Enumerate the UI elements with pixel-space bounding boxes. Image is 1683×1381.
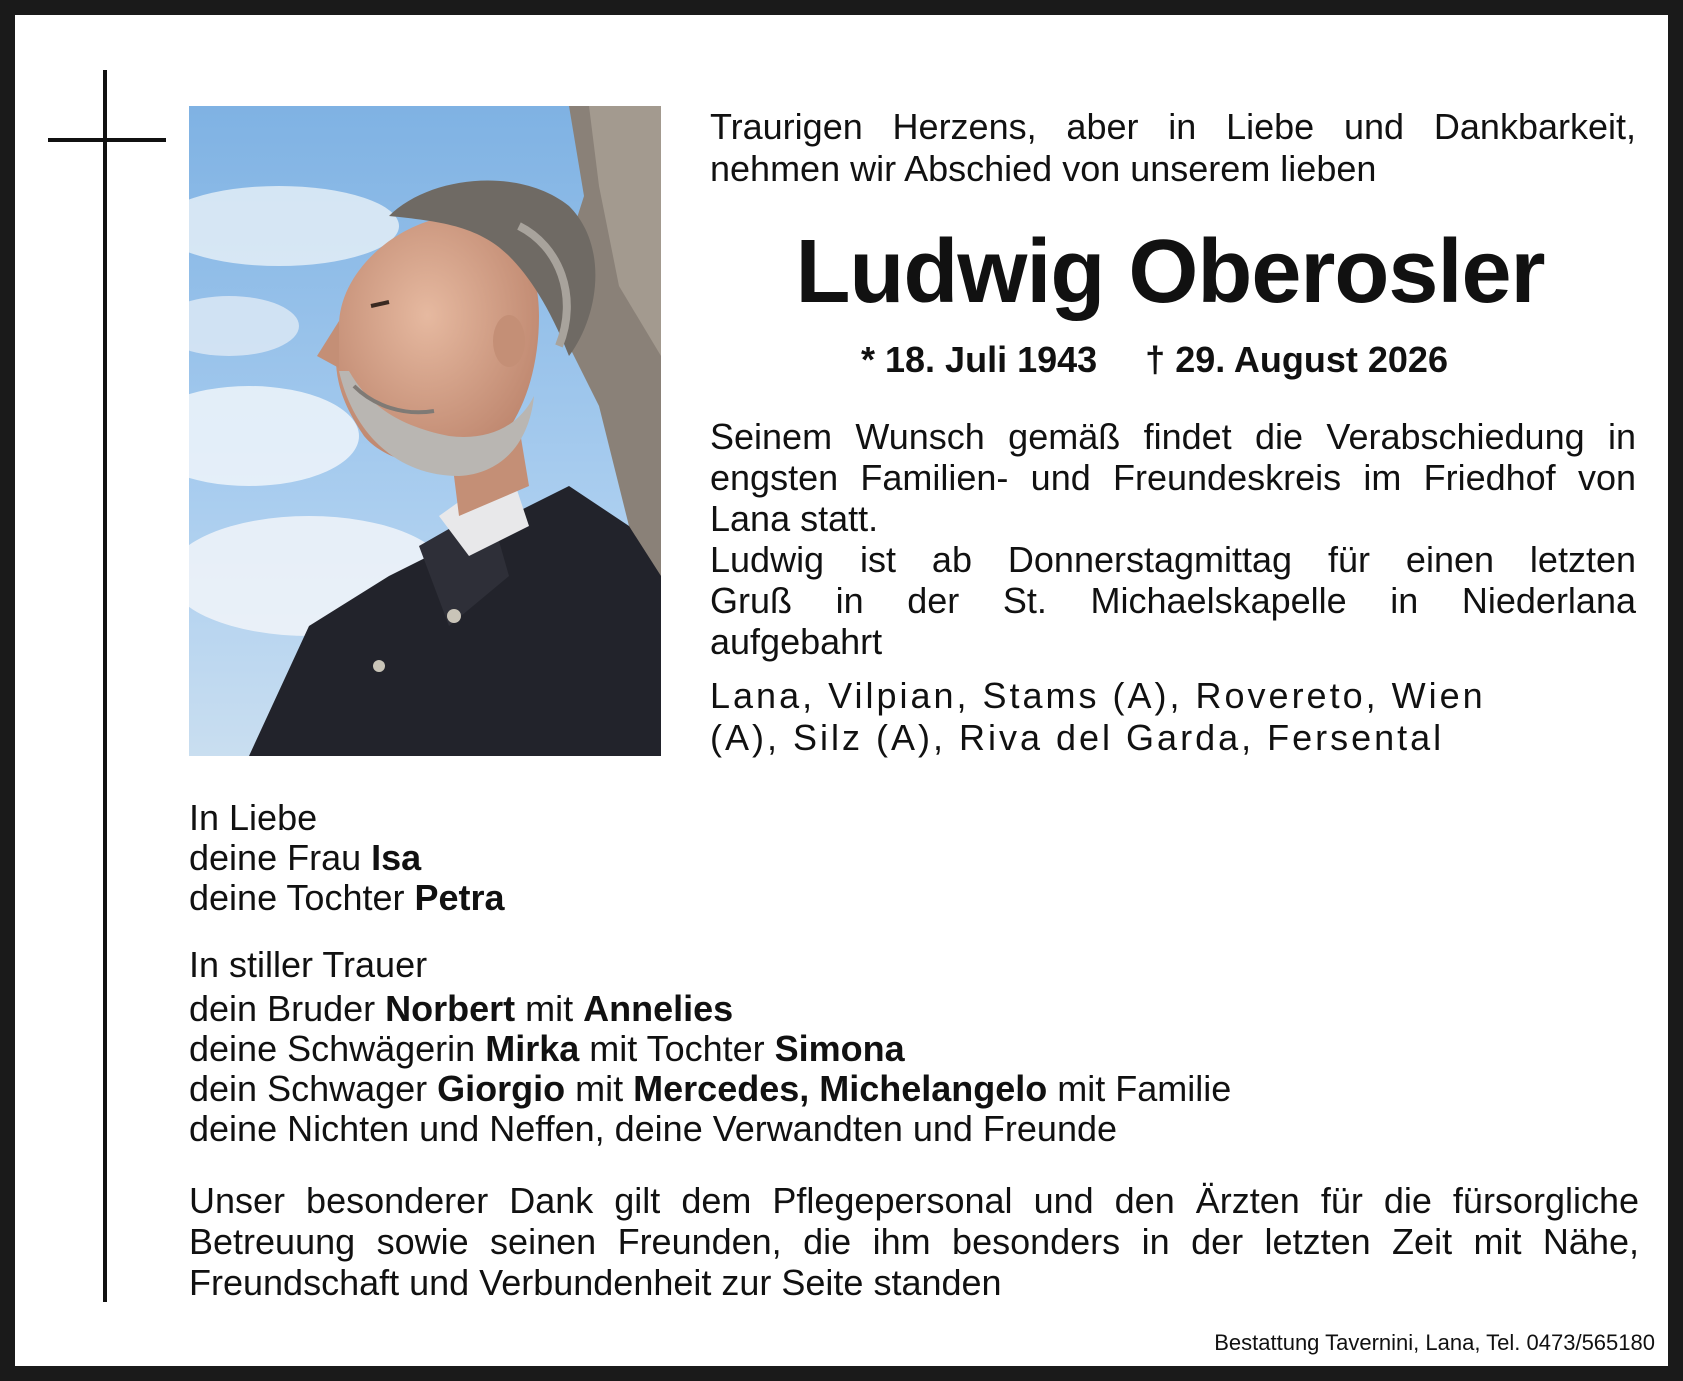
cross-icon-horizontal [48, 138, 166, 142]
mourner-name: Isa [371, 837, 422, 878]
places-line: Lana, Vilpian, Stams (A), Rovereto, Wien [710, 675, 1486, 716]
relation-text: mit Tochter [579, 1028, 775, 1069]
relation-text: dein Schwager [189, 1068, 438, 1109]
mourner-line [189, 1069, 1649, 1109]
relation-text: deine Schwägerin [189, 1028, 486, 1069]
wish-line: Ludwig ist ab Donnerstagmittag für einen letzten [710, 539, 1636, 580]
thanks-text [189, 1180, 1639, 1303]
life-dates [861, 338, 1448, 382]
mourner-name: Norbert [385, 988, 516, 1029]
wish-line: engsten Familien- und Freundeskreis im Friedhof von [710, 457, 1636, 498]
mourners-grief [189, 945, 1649, 1149]
mourners-heading: In Liebe [189, 797, 318, 838]
mourner-name: Petra [414, 877, 505, 918]
places-line: (A), Silz (A), Riva del Garda, Fersental [710, 717, 1445, 758]
relation-text: mit [515, 988, 584, 1029]
wish-line: aufgebahrt [710, 621, 883, 662]
cross-icon-vertical [103, 70, 107, 1302]
relation-text: mit Familie [1047, 1068, 1232, 1109]
death-date: † 29. August 2026 [1145, 339, 1448, 380]
intro-line: nehmen wir Abschied von unserem lieben [710, 148, 1377, 189]
intro-line: Traurigen Herzens, aber in Liebe und Dankbarkeit, [710, 106, 1636, 147]
mourners-heading: In stiller Trauer [189, 944, 428, 985]
mourner-line: deine Nichten und Neffen, deine Verwandten und Freunde [189, 1108, 1118, 1149]
wish-line: Seinem Wunsch gemäß findet die Verabschiedung in [710, 416, 1636, 457]
funeral-home-footer: Bestattung Tavernini, Lana, Tel. 0473/565180 [1214, 1330, 1655, 1355]
relation-text: mit [565, 1068, 634, 1109]
intro-text [710, 106, 1636, 190]
mourners-love [189, 798, 1649, 918]
relation-text: deine Frau [189, 837, 372, 878]
wish-line: Lana statt. [710, 498, 879, 539]
mourner-line [189, 878, 1649, 918]
deceased-name: Ludwig Oberosler [795, 222, 1545, 322]
portrait-photo [189, 106, 661, 756]
birth-date: * 18. Juli 1943 [861, 339, 1098, 380]
wish-line: Gruß in der St. Michaelskapelle in Niederlana [710, 580, 1636, 621]
mourner-name: Mercedes, Michelangelo [633, 1068, 1048, 1109]
mourner-name: Annelies [583, 988, 734, 1029]
mourner-line [189, 838, 1649, 878]
farewell-details [710, 416, 1636, 662]
thanks-line: Unser besonderer Dank gilt dem Pflegepersonal und den Ärzten für die fürsorgliche [189, 1180, 1639, 1221]
relation-text: deine Tochter [189, 877, 415, 918]
thanks-line: Betreuung sowie seinen Freunden, die ihm besonders in der letzten Zeit mit Nähe, [189, 1221, 1639, 1262]
thanks-line: Freundschaft und Verbundenheit zur Seite standen [189, 1262, 1002, 1303]
mourner-line [189, 989, 1649, 1029]
mourner-line [189, 1029, 1649, 1069]
mourner-name: Giorgio [437, 1068, 566, 1109]
relation-text: dein Bruder [189, 988, 386, 1029]
mourner-name: Mirka [485, 1028, 580, 1069]
places-list [710, 675, 1640, 759]
mourner-name: Simona [774, 1028, 905, 1069]
